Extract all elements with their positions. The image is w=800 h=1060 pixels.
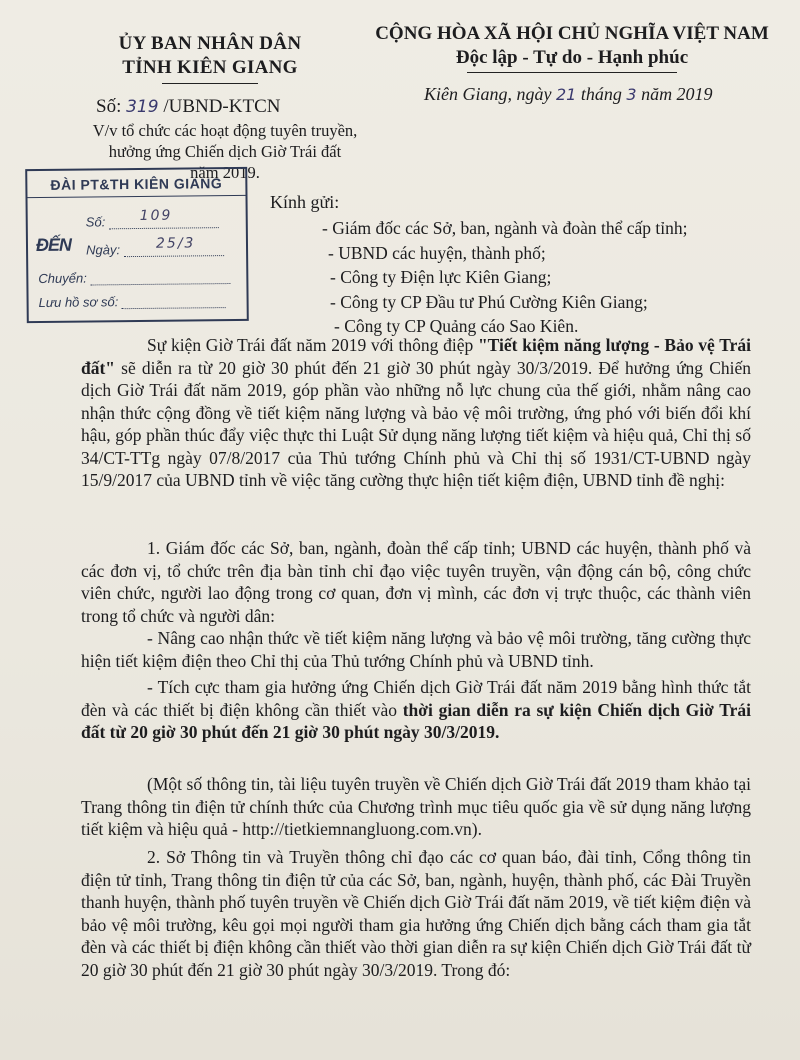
subject-line3: năm 2019. (190, 163, 260, 182)
agency-line2: TỈNH KIÊN GIANG (122, 57, 298, 78)
number-label: Số: (96, 96, 122, 117)
motto-underline (467, 72, 677, 73)
stamp-chuyen-dots (90, 283, 230, 285)
bullet-2-text: - Tích cực tham gia hưởng ứng Chiến dịch Giờ Trái đất năm 2019 bằng hình thức tắt đèn và các thiết bị điện không cần thiết vào (81, 677, 751, 720)
number-suffix: /UBND-KTCN (163, 96, 281, 117)
bullet-1-paragraph: - Nâng cao nhận thức về tiết kiệm năng lượng và bảo vệ môi trường, tăng cường thực hiện tiết kiệm điện theo Chỉ thị của Thủ tướng Chính phủ và UBND tỉnh. (81, 628, 751, 671)
stamp-ngay-value: 25/3 (155, 235, 196, 252)
subject-line1: V/v tổ chức các hoạt động tuyên truyền, (92, 121, 358, 140)
recipient-item: - Giám đốc các Sở, ban, ngành và đoàn thể cấp tỉnh; (322, 218, 688, 238)
stamp-den: ĐẾN (35, 234, 72, 256)
agency-line1: ỦY BAN NHÂN DÂN (118, 33, 302, 54)
recipient-item: - Công ty CP Đầu tư Phú Cường Kiên Giang; (330, 291, 648, 312)
stamp-so-dots (109, 227, 219, 229)
item-2-paragraph: 2. Sở Thông tin và Truyền thông chỉ đạo các cơ quan báo, đài tỉnh, Cổng thông tin điện tử tỉnh, Trang thông tin điện tử của các Sở, ban, ngành, huyện, thành phố, các Đài Truyền thanh huyện, thành phố tuyên truyền về Chiến dịch Giờ Trái đất năm 2019, về tiết kiệm điện và bảo vệ môi trường, kêu gọi mọi người tham gia hưởng ứng Chiến dịch bằng cách tham gia tắt đèn và các thiết bị điện không cần thiết vào thời gian diễn ra sự kiện Chiến dịch Giờ Trái đất từ 20 giờ 30 phút đến 21 giờ 30 phút ngày 30/3/2019. Trong đó: (81, 847, 751, 980)
stamp-luu-label: Lưu hồ sơ số: (38, 294, 119, 311)
bullet-2-paragraph (81, 676, 751, 744)
stamp-title: ĐÀI PT&TH KIÊN GIANG (27, 169, 245, 198)
stamp-so-value: 109 (139, 207, 173, 224)
stamp-ngay-dots (124, 255, 224, 257)
document-number (96, 96, 280, 118)
dateline-month-label: tháng (580, 84, 622, 104)
national-motto: Độc lập - Tự do - Hạnh phúc (455, 47, 689, 68)
intro-text-b: sẽ diễn ra từ 20 giờ 30 phút đến 21 giờ 30 phút ngày 30/3/2019. Để hưởng ứng Chiến dịch Giờ Trái đất năm 2019, góp phần vào những nỗ lực chung của thế giới, nhằm nâng cao nhận thức cộng đồng về tiết kiệm năng lượng và bảo vệ môi trường, ứng phó với biến đổi khí hậu, góp phần thúc đẩy việc thực thi Luật Sử dụng năng lượng tiết kiệm và hiệu quả, Chỉ thị số 34/CT-TTg ngày 07/8/2017 của Thủ tướng Chính phủ và Chỉ thị số 1931/CT-UBND ngày 15/9/2017 của UBND tỉnh về việc tăng cường thực hiện tiết kiệm điện, UBND tỉnh đề nghị: (81, 357, 751, 490)
stamp-ngay-row (86, 241, 224, 257)
intro-text-a: Sự kiện Giờ Trái đất năm 2019 với thông điệp (147, 335, 478, 355)
stamp-chuyen-label: Chuyển: (38, 270, 87, 287)
greeting: Kính gửi: (270, 192, 340, 212)
stamp-so-label: Số: (85, 214, 106, 230)
dateline-month: 3 (626, 85, 637, 104)
dateline-year: năm 2019 (641, 84, 713, 104)
number-handwritten: 319 (126, 97, 159, 117)
stamp-ngay-label: Ngày: (85, 242, 121, 258)
recipient-list (322, 216, 687, 339)
campaign-message: "Tiết kiệm năng lượng - Bảo vệ Trái đất" (81, 335, 751, 378)
issuing-agency (70, 32, 350, 84)
item-1-paragraph: 1. Giám đốc các Sở, ban, ngành, đoàn thể cấp tỉnh; UBND các huyện, thành phố và các đơn vị, tổ chức trên địa bàn tỉnh chỉ đạo việc tuyên truyền, vận động cán bộ, công chức viên chức, người lao động trong cơ quan, đơn vị mình, các đơn vị trực thuộc, các thành viên trong tổ chức và người dân: (81, 538, 751, 626)
dateline-prefix: Kiên Giang, ngày (424, 84, 552, 104)
recipient-item: - UBND các huyện, thành phố; (328, 242, 546, 263)
recipient-item: - Công ty Điện lực Kiên Giang; (330, 267, 552, 287)
received-stamp (25, 167, 249, 323)
stamp-chuyen-row (38, 269, 230, 286)
agency-underline (162, 83, 258, 84)
intro-paragraph (81, 334, 751, 492)
national-header (372, 22, 772, 73)
note-paragraph: (Một số thông tin, tài liệu tuyên truyền về Chiến dịch Giờ Trái đất 2019 tham khảo tại Trang thông tin điện tử chính thức của Chương trình mục tiêu quốc gia về sử dụng năng lượng tiết kiệm và hiệu quả - http://tietkiemnangluong.com.vn). (81, 774, 751, 839)
bullet-2-bold: thời gian diễn ra sự kiện Chiến dịch Giờ Trái đất từ 20 giờ 30 phút đến 21 giờ 30 phút ngày 30/3/2019. (81, 699, 752, 742)
dateline-day: 21 (556, 85, 577, 104)
stamp-luu-dots (122, 307, 226, 309)
republic-title: CỘNG HÒA XÃ HỘI CHỦ NGHĨA VIỆT NAM (375, 23, 769, 44)
recipient-item: - Công ty CP Quảng cáo Sao Kiên. (334, 316, 579, 336)
dateline (424, 84, 713, 105)
stamp-luu-row (39, 293, 226, 310)
subject-line2: hưởng ứng Chiến dịch Giờ Trái đất (108, 142, 342, 161)
